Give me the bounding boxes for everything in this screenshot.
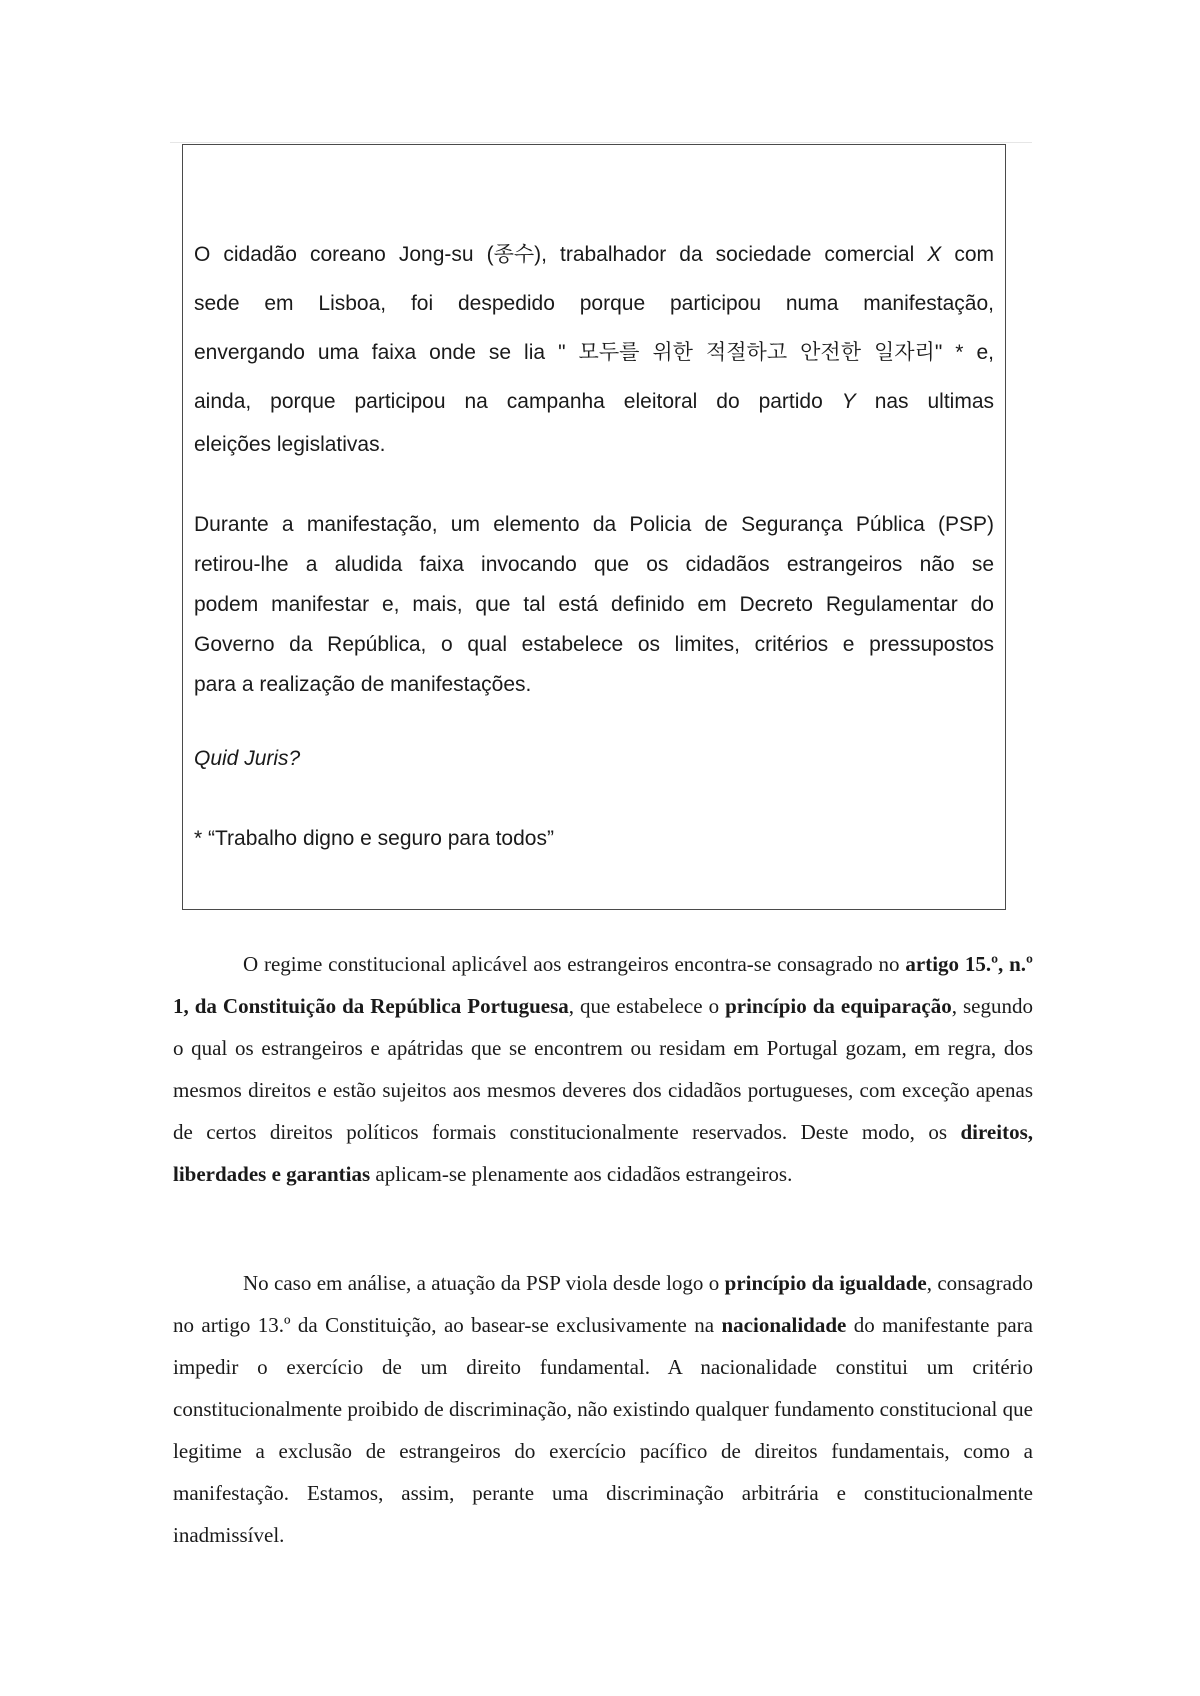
article-15-reference: artigo 15.º, n.º 1, da Constituição da República Portuguesa — [173, 952, 1033, 1018]
top-rule — [170, 142, 1032, 143]
quid-juris-question: Quid Juris? — [194, 747, 301, 770]
principle-of-equivalence: princípio da equiparação — [725, 994, 952, 1018]
case-paragraph-2 — [194, 505, 994, 705]
nationality-term: nacionalidade — [721, 1313, 847, 1337]
case-p2-line-2: retirou-lhe a aludida faixa invocando que os cidadãos estrangeiros não se — [194, 553, 994, 576]
party-y: Y — [841, 390, 856, 413]
case-p1-line-3: envergando uma faixa onde se lia " 모두를 위한 적절하고 안전한 일자리" * e, — [194, 341, 994, 364]
case-p2-line-5: para a realização de manifestações. — [194, 673, 532, 696]
case-p2-line-1: Durante a manifestação, um elemento da Policia de Segurança Pública (PSP) — [194, 513, 994, 536]
case-paragraph-1 — [194, 230, 994, 464]
answer-paragraph-1: O regime constitucional aplicável aos estrangeiros encontra-se consagrado no artigo 15.º, n.º 1, da Constituição da República Portuguesa, que estabelece o princípio da equiparação, segundo o qual os estrangeiros e apátridas que se encontrem ou residam em Portugal gozam, em regra, dos mesmos direitos e estão sujeitos aos mesmos deveres dos cidadãos portugueses, com exceção apenas de certos direitos políticos formais constitucionalmente reservados. Deste modo, os direitos, liberdades e garantias aplicam-se plenamente aos cidadãos estrangeiros. — [173, 952, 1033, 1186]
case-p1-line-2: sede em Lisboa, foi despedido porque participou numa manifestação, — [194, 292, 994, 315]
case-p2-line-4: Governo da República, o qual estabelece os limites, critérios e pressupostos — [194, 633, 994, 656]
answer-paragraph-2: No caso em análise, a atuação da PSP viola desde logo o princípio da igualdade, consagrado no artigo 13.º da Constituição, ao basear-se exclusivamente na nacionalidade do manifestante para impedir o exercício de um direito fundamental. A nacionalidade constitui um critério constitucionalmente proibido de discriminação, não existindo qualquer fundamento constitucional que legitime a exclusão de estrangeiros do exercício pacífico de direitos fundamentais, como a manifestação. Estamos, assim, perante uma discriminação arbitrária e constitucionalmente inadmissível. — [173, 1271, 1033, 1547]
case-p1-line-1: O cidadão coreano Jong-su (종수), trabalhador da sociedade comercial X com — [194, 243, 994, 266]
case-p2-line-3: podem manifestar e, mais, que tal está definido em Decreto Regulamentar do — [194, 593, 994, 616]
translation-footnote: * “Trabalho digno e seguro para todos” — [194, 827, 554, 850]
principle-of-equality: princípio da igualdade — [724, 1271, 927, 1295]
case-p1-line-4: ainda, porque participou na campanha eleitoral do partido Y nas ultimas — [194, 390, 995, 413]
rights-freedoms-guarantees: direitos, liberdades e garantias — [173, 1120, 1033, 1186]
case-p1-line-5: eleições legislativas. — [194, 433, 386, 456]
company-x: X — [927, 243, 942, 266]
